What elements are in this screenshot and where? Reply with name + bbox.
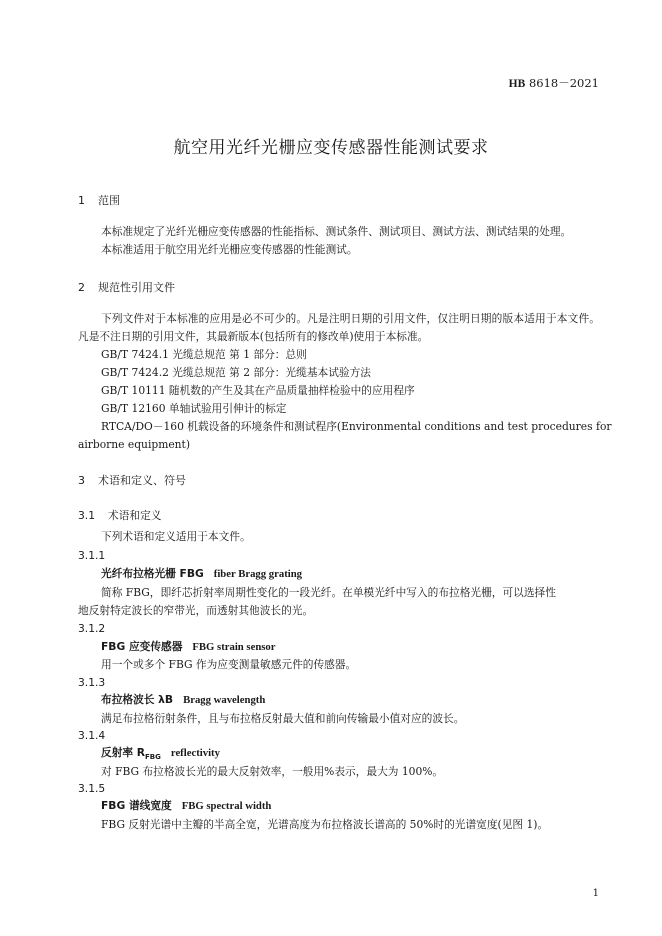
section-2-intro: 下列文件对于本标准的应用是必不可少的。凡是注明日期的引用文件，仅注明日期的版本适用于本文件。凡是不注日期的引用文件，其最新版本(包括所有的修改单)使用于本标准。 <box>78 312 600 343</box>
document-title: 航空用光纤光栅应变传感器性能测试要求 <box>173 138 489 158</box>
term-definition: 对 FBG 布拉格波长光的最大反射效率，一般用%表示，最大为 100%。 <box>101 765 444 778</box>
term-number: 3.1.2 <box>78 622 106 635</box>
term-number: 3.1.4 <box>78 729 106 742</box>
reference-item-continued: airborne equipment) <box>78 438 191 451</box>
section-3-heading: 3 术语和定义、符号 <box>78 474 186 487</box>
term-definition: FBG 反射光谱中主瓣的半高全宽，光谱高度为布拉格波长谱高的 50%时的光谱宽度(见图 1)。 <box>101 818 549 831</box>
page-number: 1 <box>592 888 599 899</box>
section-2-heading: 2 规范性引用文件 <box>78 281 175 294</box>
term-name: FBG 应变传感器 FBG strain sensor <box>101 640 276 653</box>
term-name: FBG 谱线宽度 FBG spectral width <box>101 799 272 812</box>
reference-item: GB/T 7424.1 光缆总规范 第 1 部分：总则 <box>101 348 307 361</box>
subsection-heading: 3.1 术语和定义 <box>78 509 162 522</box>
term-number: 3.1.5 <box>78 782 106 795</box>
subsection-intro: 下列术语和定义适用于本文件。 <box>101 530 251 543</box>
term-definition: 用一个或多个 FBG 作为应变测量敏感元件的传感器。 <box>101 658 357 671</box>
section-1-paragraph-2: 本标准适用于航空用光纤光栅应变传感器的性能测试。 <box>101 243 358 256</box>
section-1-paragraph-1: 本标准规定了光纤光栅应变传感器的性能指标、测试条件、测试项目、测试方法、测试结果的处理。 <box>101 225 572 238</box>
standard-code: HB 8618－2021 <box>508 76 599 90</box>
term-name: 光纤布拉格光栅 FBG fiber Bragg grating <box>101 567 303 580</box>
reference-item: GB/T 10111 随机数的产生及其在产品质量抽样检验中的应用程序 <box>101 384 415 397</box>
term-definition: 满足布拉格衍射条件，且与布拉格反射最大值和前向传输最小值对应的波长。 <box>101 712 465 725</box>
reference-item: GB/T 12160 单轴试验用引伸计的标定 <box>101 402 287 415</box>
term-number: 3.1.1 <box>78 549 106 562</box>
reference-item: GB/T 7424.2 光缆总规范 第 2 部分：光缆基本试验方法 <box>101 366 371 379</box>
reference-item: RTCA/DO－160 机载设备的环境条件和测试程序(Environmental conditions and test procedures for <box>101 420 612 433</box>
term-definition: 简称 FBG，即纤芯折射率周期性变化的一段光纤。在单模光纤中写入的布拉格光栅，可以选择性 <box>101 586 556 599</box>
term-name: 反射率 $R_{FBG}$ reflectivity <box>101 746 220 762</box>
section-1-heading: 1 范围 <box>78 194 120 207</box>
term-definition-continued: 地反射特定波长的窄带光，而透射其他波长的光。 <box>78 604 314 617</box>
term-name: 布拉格波长 λB Bragg wavelength <box>101 693 266 706</box>
term-number: 3.1.3 <box>78 676 106 689</box>
